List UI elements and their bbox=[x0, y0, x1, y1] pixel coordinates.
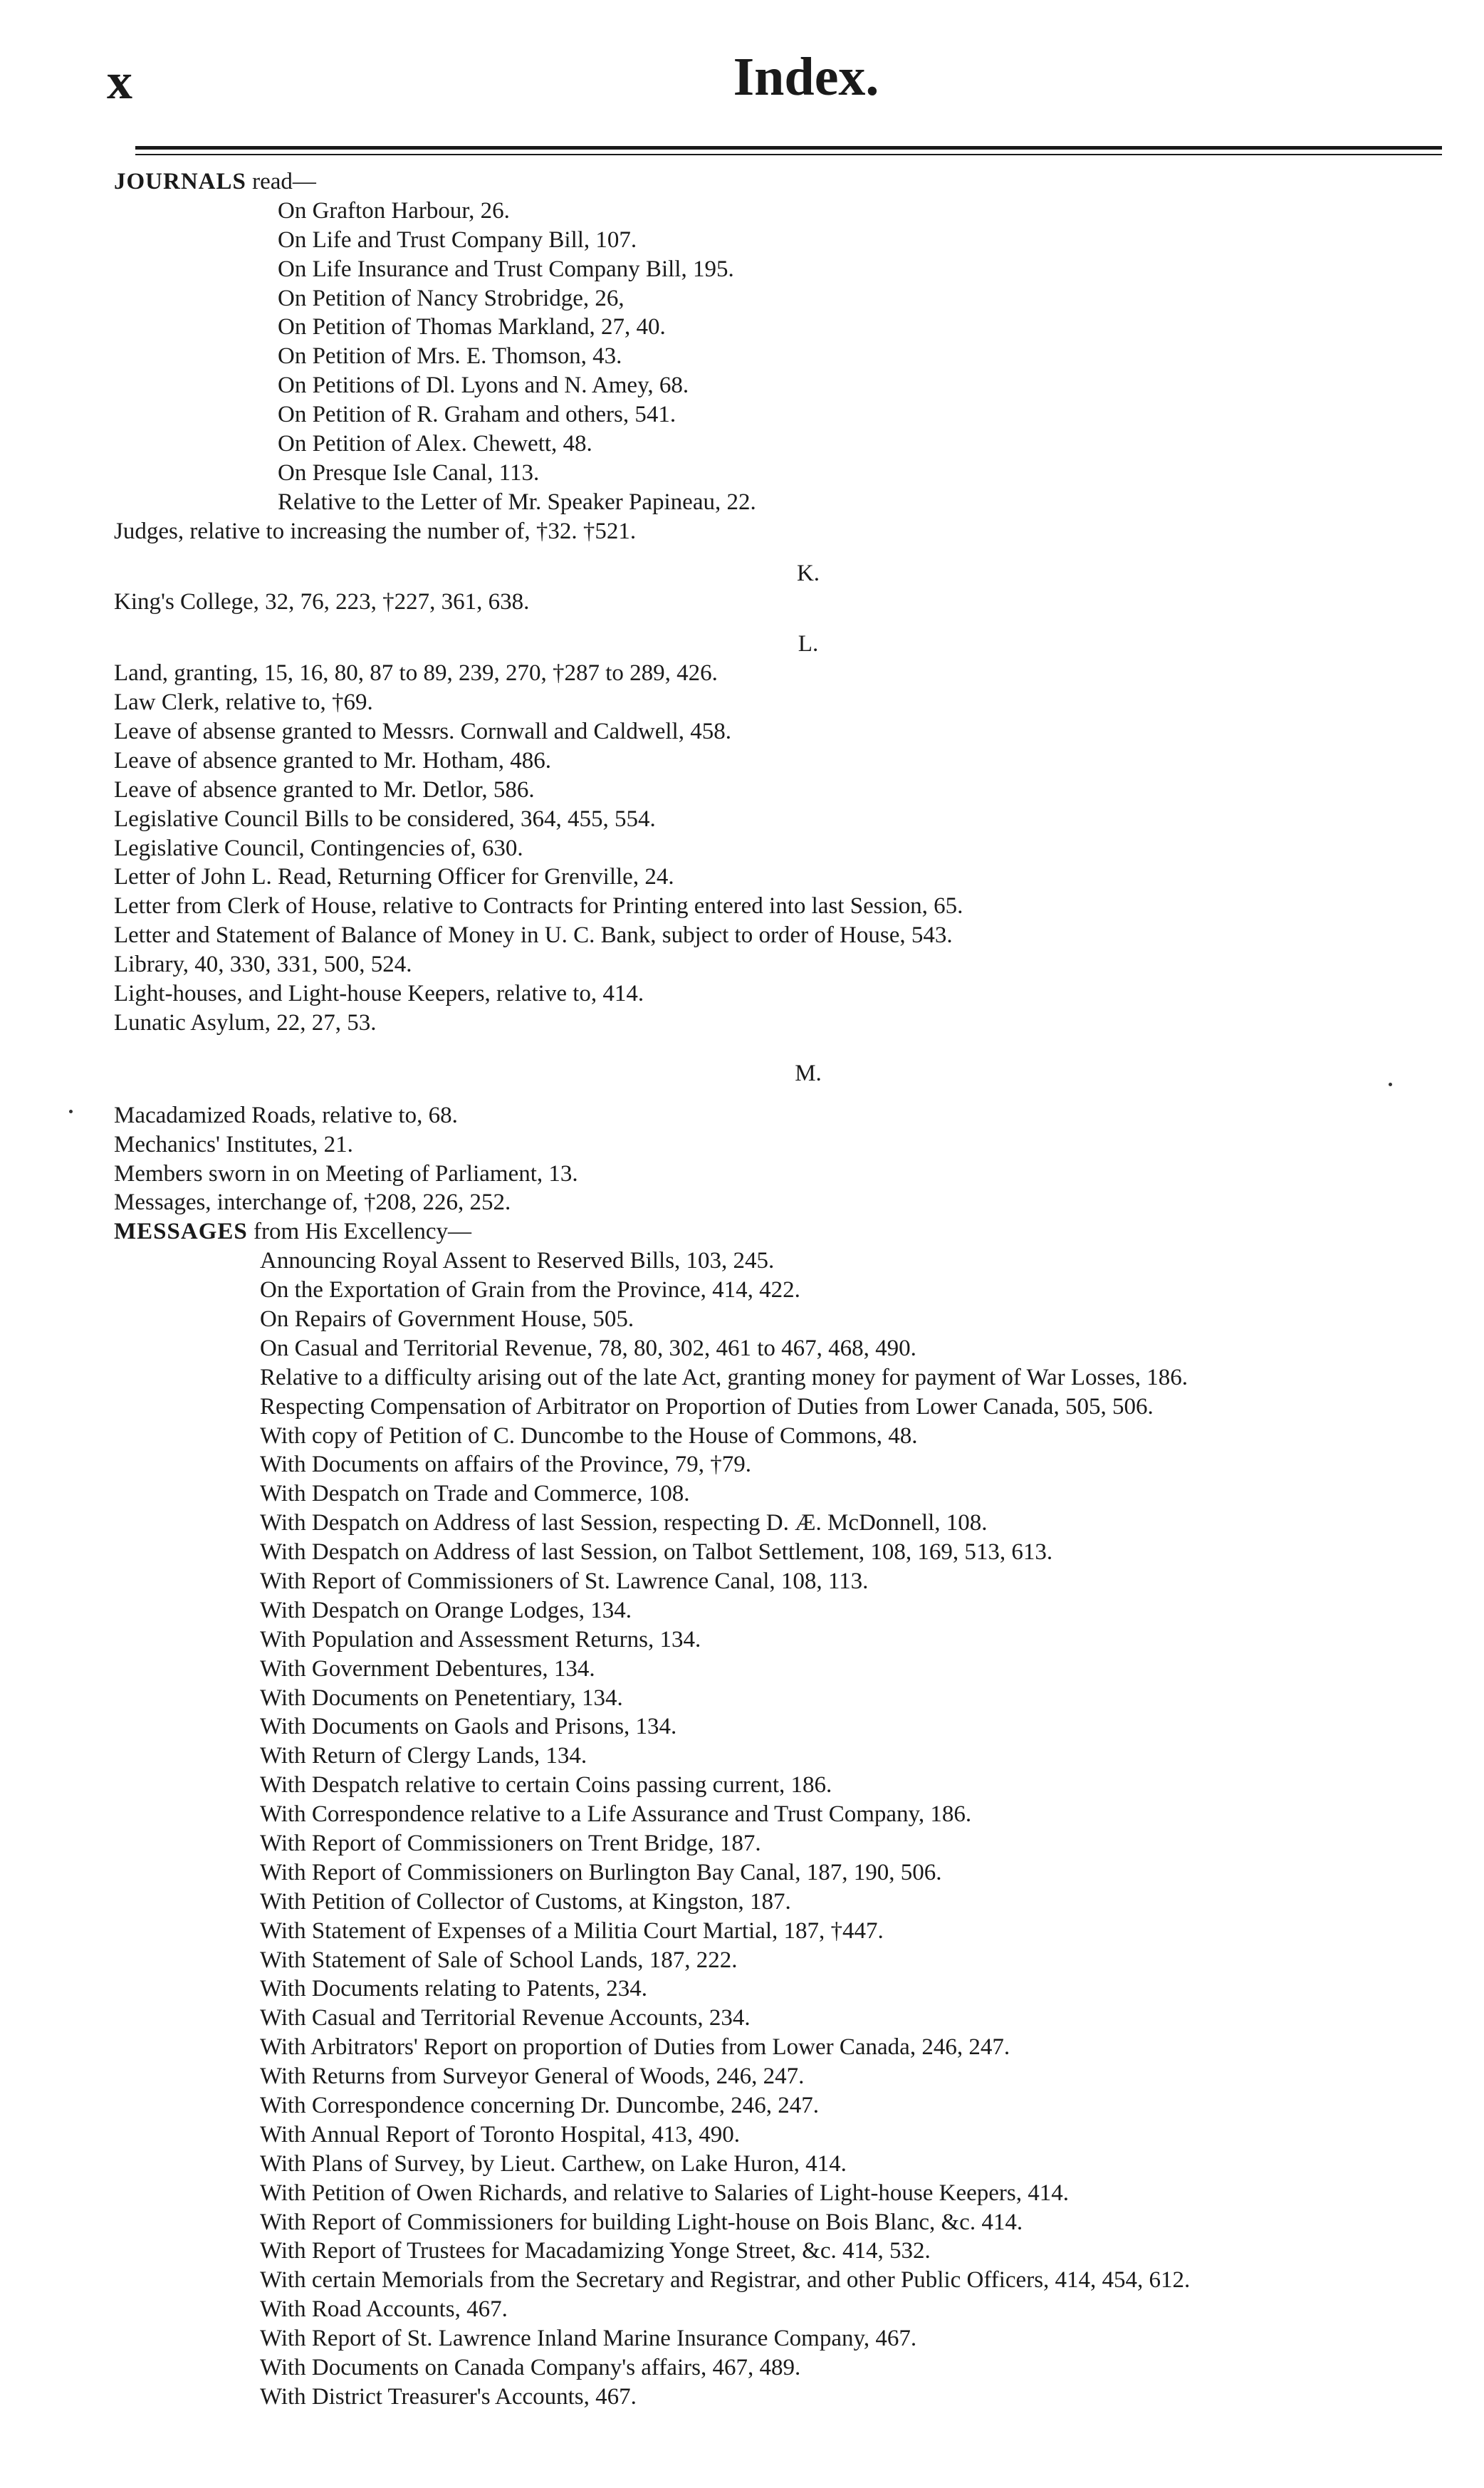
index-subentry: With Documents on Canada Company's affairs, 467, 489. bbox=[260, 2355, 801, 2381]
index-entry: Letter of John L. Read, Returning Officer for Grenville, 24. bbox=[114, 864, 674, 890]
index-entry: Leave of absence granted to Mr. Detlor, 586. bbox=[114, 776, 535, 803]
index-subentry: On Life and Trust Company Bill, 107. bbox=[278, 227, 637, 253]
index-subentry: With Despatch relative to certain Coins passing current, 186. bbox=[260, 1772, 832, 1799]
index-subentry: On Presque Isle Canal, 113. bbox=[278, 459, 540, 486]
index-entry: Macadamized Roads, relative to, 68. bbox=[114, 1102, 458, 1128]
kings-college-entry: King's College, 32, 76, 223, †227, 361, 638. bbox=[114, 589, 530, 615]
index-subentry: With Statement of Expenses of a Militia Court Martial, 187, †447. bbox=[260, 1917, 884, 1944]
judges-entry: Judges, relative to increasing the number of, †32. †521. bbox=[114, 518, 637, 544]
index-body bbox=[114, 167, 1446, 2412]
index-entry: Messages, interchange of, †208, 226, 252. bbox=[114, 1190, 511, 1216]
index-subentry: With Despatch on Orange Lodges, 134. bbox=[260, 1597, 632, 1623]
index-entry: Legislative Council, Contingencies of, 630. bbox=[114, 835, 523, 861]
messages-heading-line bbox=[114, 1217, 1446, 1246]
journals-heading-line bbox=[114, 167, 1446, 197]
journals-subentries bbox=[114, 197, 1446, 517]
index-entry: Land, granting, 15, 16, 80, 87 to 89, 239, 270, †287 to 289, 426. bbox=[114, 660, 718, 687]
index-entry: Leave of absense granted to Messrs. Cornwall and Caldwell, 458. bbox=[114, 719, 731, 745]
index-subentry: With Despatch on Address of last Session, respecting D. Æ. McDonnell, 108. bbox=[260, 1510, 988, 1536]
index-subentry: With Report of Commissioners on Trent Bridge, 187. bbox=[260, 1830, 761, 1856]
index-subentry: With Government Debentures, 134. bbox=[260, 1655, 595, 1682]
index-subentry: With Petition of Owen Richards, and relative to Salaries of Light-house Keepers, 414. bbox=[260, 2180, 1069, 2206]
index-subentry: With Statement of Sale of School Lands, 187, 222. bbox=[260, 1947, 738, 1973]
index-subentry: On Petition of Mrs. E. Thomson, 43. bbox=[278, 343, 622, 370]
index-entry: Letter from Clerk of House, relative to Contracts for Printing entered into last Session, 65. bbox=[114, 893, 963, 920]
page-folio: x bbox=[107, 53, 132, 110]
index-subentry: With Report of Commissioners for building Light-house on Bois Blanc, &c. 414. bbox=[260, 2209, 1023, 2235]
m-entries bbox=[114, 1101, 1446, 1218]
index-subentry: With Report of St. Lawrence Inland Marine Insurance Company, 467. bbox=[260, 2326, 917, 2352]
index-subentry: With District Treasurer's Accounts, 467. bbox=[260, 2383, 637, 2410]
header-rule-thin bbox=[135, 154, 1442, 155]
ink-speck bbox=[1389, 1083, 1392, 1086]
index-subentry: With copy of Petition of C. Duncombe to the House of Commons, 48. bbox=[260, 1422, 918, 1449]
index-subentry: Relative to a difficulty arising out of the late Act, granting money for payment of War Losses, 186. bbox=[260, 1364, 1188, 1390]
index-subentry: With Report of Commissioners of St. Lawrence Canal, 108, 113. bbox=[260, 1568, 869, 1594]
index-subentry: With Correspondence relative to a Life Assurance and Trust Company, 186. bbox=[260, 1801, 972, 1828]
index-entry: Mechanics' Institutes, 21. bbox=[114, 1131, 353, 1157]
journals-heading: JOURNALS bbox=[114, 169, 246, 194]
index-entry: Leave of absence granted to Mr. Hotham, 486. bbox=[114, 747, 551, 774]
index-entry: Light-houses, and Light-house Keepers, relative to, 414. bbox=[114, 981, 644, 1007]
index-subentry: With Documents on Gaols and Prisons, 134. bbox=[260, 1714, 677, 1740]
index-entry: Lunatic Asylum, 22, 27, 53. bbox=[114, 1009, 377, 1036]
index-subentry: On Repairs of Government House, 505. bbox=[260, 1306, 634, 1332]
index-subentry: With Documents on Penetentiary, 134. bbox=[260, 1685, 623, 1711]
index-subentry: On Petition of Nancy Strobridge, 26, bbox=[278, 285, 625, 311]
index-subentry: On Petition of Alex. Chewett, 48. bbox=[278, 431, 592, 457]
index-subentry: On Petitions of Dl. Lyons and N. Amey, 68. bbox=[278, 373, 689, 399]
index-subentry: With Returns from Surveyor General of Woods, 246, 247. bbox=[260, 2063, 805, 2090]
index-subentry: With Despatch on Trade and Commerce, 108. bbox=[260, 1481, 690, 1507]
index-subentry: With Road Accounts, 467. bbox=[260, 2296, 508, 2323]
index-subentry: With Report of Trustees for Macadamizing Yonge Street, &c. 414, 532. bbox=[260, 2238, 931, 2264]
l-entries bbox=[114, 659, 1446, 1038]
index-subentry: On the Exportation of Grain from the Province, 414, 422. bbox=[260, 1277, 800, 1303]
index-entry: Letter and Statement of Balance of Money in U. C. Bank, subject to order of House, 543. bbox=[114, 922, 953, 949]
page-title: Index. bbox=[733, 47, 879, 107]
index-subentry: With Arbitrators' Report on proportion of Duties from Lower Canada, 246, 247. bbox=[260, 2034, 1010, 2061]
index-subentry: On Grafton Harbour, 26. bbox=[278, 197, 510, 224]
index-subentry: With Documents on affairs of the Province, 79, †79. bbox=[260, 1452, 752, 1478]
section-letter-l: L. bbox=[798, 631, 819, 657]
index-entry: Members sworn in on Meeting of Parliament, 13. bbox=[114, 1160, 578, 1187]
index-subentry: With Petition of Collector of Customs, at Kingston, 187. bbox=[260, 1888, 791, 1915]
index-entry: Library, 40, 330, 331, 500, 524. bbox=[114, 952, 412, 978]
index-subentry: With Correspondence concerning Dr. Duncombe, 246, 247. bbox=[260, 2093, 819, 2118]
index-subentry: With Annual Report of Toronto Hospital, 413, 490. bbox=[260, 2121, 741, 2148]
ink-speck bbox=[69, 1110, 73, 1113]
index-subentry: Relative to the Letter of Mr. Speaker Papineau, 22. bbox=[278, 489, 756, 515]
header-rule-thick bbox=[135, 146, 1442, 150]
index-subentry: Announcing Royal Assent to Reserved Bills, 103, 245. bbox=[260, 1248, 775, 1274]
index-subentry: On Casual and Territorial Revenue, 78, 80, 302, 461 to 467, 468, 490. bbox=[260, 1335, 916, 1361]
index-entry: Law Clerk, relative to, †69. bbox=[114, 689, 373, 716]
index-subentry: With certain Memorials from the Secretary and Registrar, and other Public Officers, 414, 454, 612. bbox=[260, 2267, 1191, 2294]
index-subentry: With Return of Clergy Lands, 134. bbox=[260, 1743, 587, 1769]
index-subentry: With Despatch on Address of last Session, on Talbot Settlement, 108, 169, 513, 613. bbox=[260, 1539, 1053, 1566]
index-subentry: On Life Insurance and Trust Company Bill, 195. bbox=[278, 256, 734, 282]
index-entry: Legislative Council Bills to be considered, 364, 455, 554. bbox=[114, 806, 656, 832]
index-subentry: With Report of Commissioners on Burlington Bay Canal, 187, 190, 506. bbox=[260, 1859, 942, 1885]
journals-read: read— bbox=[246, 169, 316, 194]
index-subentry: With Casual and Territorial Revenue Accounts, 234. bbox=[260, 2005, 751, 2031]
index-subentry: With Plans of Survey, by Lieut. Carthew, on Lake Huron, 414. bbox=[260, 2150, 847, 2177]
section-letter-m: M. bbox=[795, 1060, 822, 1086]
section-letter-k: K. bbox=[796, 560, 820, 586]
index-subentry: On Petition of R. Graham and others, 541. bbox=[278, 402, 676, 428]
index-subentry: With Documents relating to Patents, 234. bbox=[260, 1976, 648, 2002]
index-subentry: With Population and Assessment Returns, 134. bbox=[260, 1626, 701, 1652]
index-subentry: Respecting Compensation of Arbitrator on Proportion of Duties from Lower Canada, 505, 506. bbox=[260, 1393, 1154, 1420]
index-subentry: On Petition of Thomas Markland, 27, 40. bbox=[278, 314, 666, 340]
messages-from: from His Excellency— bbox=[247, 1219, 472, 1245]
messages-subentries bbox=[114, 1246, 1446, 2412]
messages-heading: MESSAGES bbox=[114, 1219, 248, 1245]
